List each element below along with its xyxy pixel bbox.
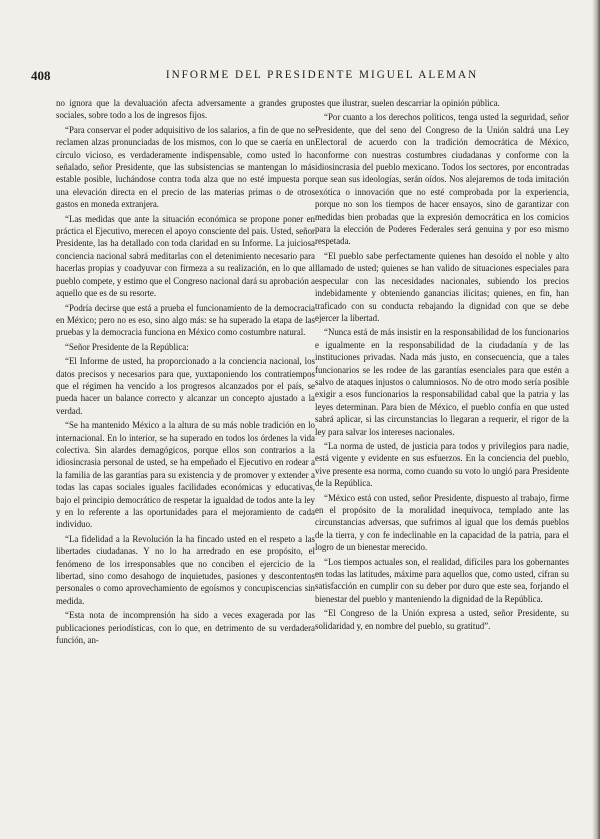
paragraph: “Por cuanto a los derechos políticos, tenga usted la seguridad, señor Presidente, que del seno del Congreso de la Unión saldrá una Ley Electoral de acuerdo con la tradición democrática de México, conforme con nuestras costumbres ciudadanas y conforme con la idiosincrasia del pueblo mexicano. Todos los sectores, por encontradas que sean sus ideologías, serán oídos. Nos alejaremos de toda imitación exótica o innovación que no esté comprobada por la experiencia, porque no son los tiempos de hacer ensayos, sino de garantizar con medidas bien probadas que la expresión democrática en los comicios para la elección de Poderes Federales será genuina y por eso mismo respetada.: [315, 112, 569, 247]
paragraph: “México está con usted, señor Presidente, dispuesto al trabajo, firme en el propósito de la moralidad inequívoca, templado ante las circunstancias adversas, que sufrimos al igual que los demás pueblos de la tierra, y con fe indeclinable en la capacidad de la patria, para el logro de un bienestar merecido.: [315, 492, 569, 553]
paragraph: “Los tiempos actuales son, el realidad, difíciles para los gobernantes en todas las latitudes, máxime para aquellos que, como usted, cifran su satisfacción en cumplir con su deber por duro que este sea, forjando el bienestar del pueblo y manteniendo la dignidad de la República.: [315, 556, 569, 604]
paragraph: “Señor Presidente de la República:: [65, 341, 189, 352]
page-header: [31, 68, 561, 84]
paragraph: “Nunca está de más insistir en la responsabilidad de los funcionarios e igualmente en la responsabilidad de la ciudadanía y de las instituciones privadas. Nada más justo, en consecuencia, que a tales funcionarios se les rodee de las garantías esenciales para que estén a salvo de ataques injustos o calumniosos. No de otro modo sería posible exigir a esos funcionarios la responsabilidad cabal que la patria y las leyes determinan. Para bien de México, el pueblo confía en que usted sabrá aplicar, si las circunstancias lo llegaran a requerir, el rigor de la ley para salvar los intereses nacionales.: [315, 327, 569, 437]
paragraph: tes que ilustrar, suelen descarriar la opinión pública.: [315, 98, 500, 108]
paragraph: “Las medidas que ante la situación económica se propone poner en práctica el Ejecutivo, merecen el apoyo consciente del país. Usted, señor Presidente, las ha detallado con toda claridad en su Informe. La juiciosa conciencia nacional sabrá meditarlas con el detenimiento necesario para hacerlas propias y coadyuvar con firmeza a su realización, en lo que al pueblo compete, y estimo que el Congreso nacional dará su aprobación a aquello que es de su resorte.: [56, 213, 315, 299]
paragraph: “El pueblo sabe perfectamente quienes han desoído el noble y alto llamado de usted; quienes se han valido de situaciones especiales para especular con las necesidades nacionales, subiendo los precios indebidamente y obteniendo ganancias ilícitas; quienes, en fin, han traficado con su conducta rebajando la dignidad con que se debe ejercer la libertad.: [315, 250, 569, 323]
paragraph: “La norma de usted, de justicia para todos y privilegios para nadie, está vigente y evidente en sus esfuerzos. En la conciencia del pueblo, vive presente esa norma, como cuando su voto lo ungió para Presidente de la República.: [315, 440, 569, 489]
paragraph: “Esta nota de incomprensión ha sido a veces exagerada por las publicaciones periodísticas, con lo que, en detrimento de su verdadera función, an-: [56, 610, 315, 646]
paragraph: “El Congreso de la Unión expresa a usted, señor Presidente, su solidaridad y, en nombre del pueblo, su gratitud”.: [315, 608, 569, 631]
paragraph: no ignora que la devaluación afecta adversamente a grandes grupos sociales, sobre todo a los de ingresos fijos.: [56, 98, 315, 121]
page-edge-shadow: [592, 0, 600, 839]
running-title: INFORME DEL PRESIDENTE MIGUEL ALEMAN: [165, 69, 479, 81]
right-column: [315, 97, 569, 634]
paragraph: “El Informe de usted, ha proporcionado a la conciencia nacional, los datos precisos y necesarios para que, yuxtaponiendo los contratiempos que el régimen ha vencido a los progresos alcanzados por el país, se pueda hacer un balance correcto y alcanzar un concepto ajustado a la verdad.: [56, 356, 315, 416]
paragraph: “Podría decirse que está a prueba el funcionamiento de la democracia en México; pero no es eso, sino algo más: se ha superado la etapa de las pruebas y la democracia funciona en México como costumbre natural.: [56, 302, 315, 338]
left-column: [56, 97, 315, 648]
page-number: 408: [31, 68, 51, 83]
paragraph: “Se ha mantenido México a la altura de su más noble tradición en lo internacional. En lo interior, se ha superado en todos los órdenes la vida colectiva. Sin alardes demagógicos, porque ellos son contrarios a la idiosincrasia personal de usted, se ha empeñado el Ejecutivo en rodear a la familia de las garantías para su existencia y de promover y extender a todas las capas sociales iguales facilidades económicas y educativas, bajo el principio democrático de respetar la igualdad de todos ante la ley y en lo referente a las oportunidades para el mejoramiento de cada individuo.: [56, 420, 315, 530]
paragraph: “La fidelidad a la Revolución la ha fincado usted en el respeto a las libertades ciudadanas. Y no lo ha arredrado en ese propósito, el fenómeno de los irresponsables que no conciben el ejercicio de la libertad, sino como desahogo de inquietudes, pasiones y descontentos personales o como aprovechamiento de egoísmos y concupiscencias sin medida.: [56, 533, 315, 606]
paragraph: “Para conservar el poder adquisitivo de los salarios, a fin de que no se reclamen alzas pronunciadas de los mismos, con lo que se caería en un círculo vicioso, es verdaderamente indispensable, como usted lo ha señalado, señor Presidente, que las subsistencias se mantengan lo más estable posible, luchándose contra toda alza que no esté impuesta por una elevación directa en el precio de las materias primas o de otros gastos en moneda extranjera.: [56, 124, 315, 210]
